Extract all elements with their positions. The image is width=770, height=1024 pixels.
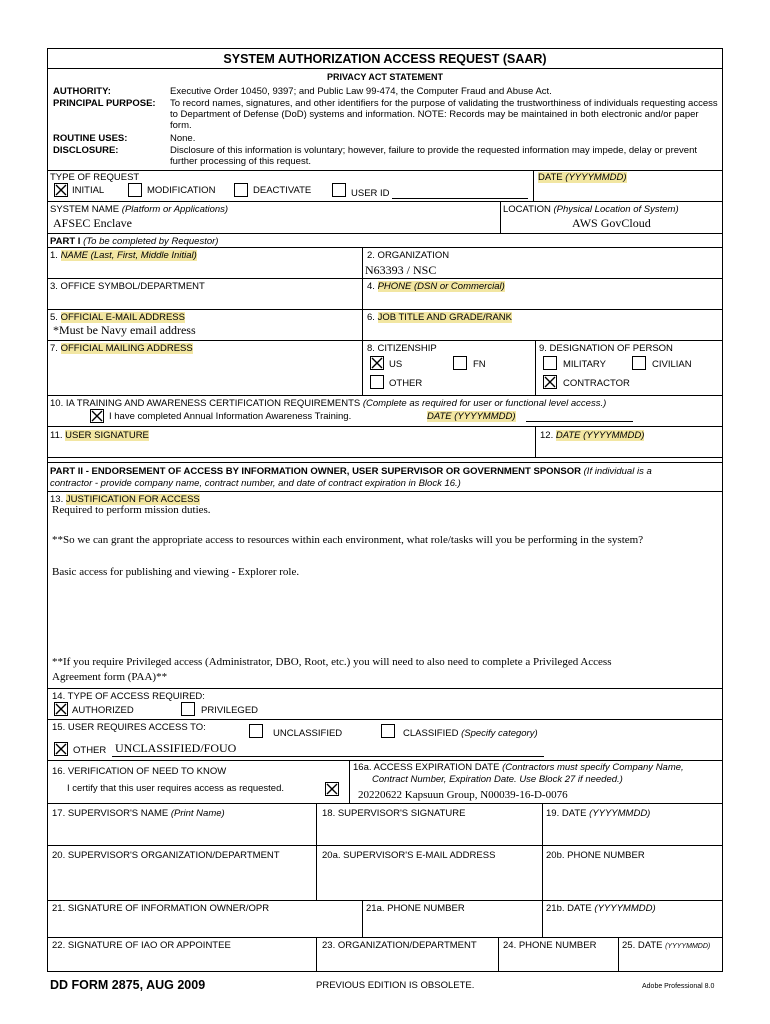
organization-label: 2. ORGANIZATION [367, 250, 450, 261]
frame-bottom [47, 971, 723, 972]
initial-label: INITIAL [72, 185, 105, 196]
ia-training-date-input-line[interactable] [526, 421, 633, 422]
purpose-label: PRINCIPAL PURPOSE: [53, 98, 156, 109]
other-access-label: OTHER [73, 745, 107, 756]
civilian-checkbox[interactable] [632, 356, 646, 370]
adobe-version: Adobe Professional 8.0 [642, 983, 715, 990]
ia-training-checkbox[interactable] [90, 409, 104, 423]
citizenship-fn-checkbox[interactable] [453, 356, 467, 370]
request-date-label: DATE (YYYYMMDD) [538, 172, 627, 183]
supervisor-phone-label: 20b. PHONE NUMBER [546, 850, 645, 861]
other-access-value[interactable]: UNCLASSIFIED/FOUO [115, 741, 237, 755]
ia-training-text: I have completed Annual Information Awareness Training. [109, 411, 352, 422]
expiration-date-label: 16a. ACCESS EXPIRATION DATE (Contractors must specify Company Name, [353, 762, 684, 773]
x-mark-icon [544, 376, 556, 388]
classified-label: CLASSIFIED (Specify category) [403, 728, 538, 739]
user-signature-label: 11. USER SIGNATURE [50, 430, 149, 441]
privileged-label: PRIVILEGED [201, 705, 259, 716]
organization-value[interactable]: N63393 / NSC [365, 263, 437, 277]
ia-training-date-label: DATE (YYYYMMDD) [427, 411, 516, 422]
authority-text: Executive Order 10450, 9397; and Public Law 99-474, the Computer Fraud and Abuse Act. [170, 86, 552, 97]
authorized-label: AUTHORIZED [72, 705, 134, 716]
info-owner-date-label: 21b. DATE (YYYYMMDD) [546, 903, 656, 914]
email-value[interactable]: *Must be Navy email address [53, 323, 196, 337]
part1-header: PART I (To be completed by Requestor) [50, 236, 219, 247]
privileged-checkbox[interactable] [181, 702, 195, 716]
justification-line-4[interactable]: **If you require Privileged access (Administrator, DBO, Root, etc.) you will need to also need to complete a Privileged Access [52, 656, 612, 668]
location-value[interactable]: AWS GovCloud [572, 216, 651, 230]
citizenship-label: 8. CITIZENSHIP [367, 343, 437, 354]
deactivate-label: DEACTIVATE [253, 185, 312, 196]
classified-checkbox[interactable] [381, 724, 395, 738]
form-number: DD FORM 2875, AUG 2009 [50, 978, 206, 992]
info-owner-phone-label: 21a. PHONE NUMBER [366, 903, 465, 914]
supervisor-org-label: 20. SUPERVISOR'S ORGANIZATION/DEPARTMENT [52, 850, 280, 861]
mailing-address-label: 7. OFFICIAL MAILING ADDRESS [50, 343, 193, 354]
authorized-checkbox[interactable] [54, 702, 68, 716]
email-label: 5. OFFICIAL E-MAIL ADDRESS [50, 312, 185, 323]
citizenship-other-checkbox[interactable] [370, 375, 384, 389]
modification-label: MODIFICATION [147, 185, 216, 196]
name-field-label: 1. NAME (Last, First, Middle Initial) [50, 250, 197, 261]
signature-date-label: 12. DATE (YYYYMMDD) [540, 430, 645, 441]
system-name-label: SYSTEM NAME (Platform or Applications) [50, 204, 229, 215]
routine-uses-label: ROUTINE USES: [53, 133, 128, 144]
initial-checkbox[interactable] [54, 183, 68, 197]
privacy-act-header: PRIVACY ACT STATEMENT [326, 72, 443, 82]
need-to-know-text: I certify that this user requires access as requested. [67, 783, 285, 794]
modification-checkbox[interactable] [128, 183, 142, 197]
expiration-date-value[interactable]: 20220622 Kapsuun Group, N00039-16-D-0076 [358, 789, 568, 801]
part2-header-hint: contractor - provide company name, contract number, and date of contract expiration in Block 16.) [50, 478, 461, 489]
iao-organization-label: 23. ORGANIZATION/DEPARTMENT [322, 940, 477, 951]
expiration-date-hint: Contract Number, Expiration Date. Use Block 27 if needed.) [372, 774, 623, 785]
phone-label: 4. PHONE (DSN or Commercial) [367, 281, 505, 292]
citizenship-us-label: US [389, 359, 403, 370]
civilian-label: CIVILIAN [652, 359, 692, 370]
routine-uses-text: None. [170, 133, 196, 144]
type-of-request-label: TYPE OF REQUEST [50, 172, 140, 183]
justification-line-1[interactable]: Required to perform mission duties. [52, 504, 211, 516]
user-id-label: USER ID [351, 188, 390, 199]
contractor-checkbox[interactable] [543, 375, 557, 389]
frame-top [47, 48, 723, 49]
disclosure-text: Disclosure of this information is voluntary; however, failure to provide the requested information may impede, delay or prevent further processing of this request. [170, 145, 697, 167]
justification-label: 13. JUSTIFICATION FOR ACCESS [50, 494, 200, 505]
x-mark-icon [55, 743, 67, 755]
need-to-know-label: 16. VERIFICATION OF NEED TO KNOW [52, 766, 227, 777]
supervisor-date-label: 19. DATE (YYYYMMDD) [546, 808, 651, 819]
office-symbol-label: 3. OFFICE SYMBOL/DEPARTMENT [50, 281, 205, 292]
frame-left [47, 48, 48, 972]
previous-edition-note: PREVIOUS EDITION IS OBSOLETE. [316, 980, 475, 991]
citizenship-other-label: OTHER [389, 378, 423, 389]
designation-label: 9. DESIGNATION OF PERSON [539, 343, 673, 354]
citizenship-us-checkbox[interactable] [370, 356, 384, 370]
supervisor-signature-label: 18. SUPERVISOR'S SIGNATURE [322, 808, 466, 819]
justification-line-3[interactable]: Basic access for publishing and viewing - Explorer role. [52, 566, 300, 578]
other-access-checkbox[interactable] [54, 742, 68, 756]
military-checkbox[interactable] [543, 356, 557, 370]
form-title: SYSTEM AUTHORIZATION ACCESS REQUEST (SAAR) [223, 52, 547, 66]
deactivate-checkbox[interactable] [234, 183, 248, 197]
justification-line-2[interactable]: **So we can grant the appropriate access to resources within each environment, what role/tasks will you be performing in the system? [52, 534, 644, 546]
part2-header: PART II - ENDORSEMENT OF ACCESS BY INFORMATION OWNER, USER SUPERVISOR OR GOVERNMENT SPONSOR (If individual is a [50, 466, 652, 477]
iao-phone-label: 24. PHONE NUMBER [503, 940, 597, 951]
x-mark-icon [326, 783, 338, 795]
access-to-label: 15. USER REQUIRES ACCESS TO: [52, 722, 206, 733]
access-type-label: 14. TYPE OF ACCESS REQUIRED: [52, 691, 205, 702]
x-mark-icon [55, 703, 67, 715]
contractor-label: CONTRACTOR [563, 378, 630, 389]
user-id-checkbox[interactable] [332, 183, 346, 197]
unclassified-label: UNCLASSIFIED [273, 728, 343, 739]
frame-right [722, 48, 723, 972]
disclosure-label: DISCLOSURE: [53, 145, 119, 156]
supervisor-email-label: 20a. SUPERVISOR'S E-MAIL ADDRESS [322, 850, 496, 861]
purpose-text: To record names, signatures, and other identifiers for the purpose of validating the trustworthiness of individuals requesting access to Department of Defense (DoD) systems and information. NOTE: Records may be maintained in both electronic and/or paper form. [170, 98, 718, 131]
x-mark-icon [91, 410, 103, 422]
unclassified-checkbox[interactable] [249, 724, 263, 738]
justification-line-5[interactable]: Agreement form (PAA)** [52, 671, 168, 683]
iao-signature-label: 22. SIGNATURE OF IAO OR APPOINTEE [52, 940, 231, 951]
iao-date-label: 25. DATE (YYYYMMDD) [622, 940, 711, 951]
x-mark-icon [371, 357, 383, 369]
ia-training-label: 10. IA TRAINING AND AWARENESS CERTIFICATION REQUIREMENTS (Complete as required for user or functional level access.) [50, 398, 607, 409]
user-id-input-line[interactable] [392, 198, 528, 199]
info-owner-signature-label: 21. SIGNATURE OF INFORMATION OWNER/OPR [52, 903, 270, 914]
x-mark-icon [55, 184, 67, 196]
location-label: LOCATION (Physical Location of System) [503, 204, 679, 215]
need-to-know-checkbox[interactable] [325, 782, 339, 796]
job-title-label: 6. JOB TITLE AND GRADE/RANK [367, 312, 513, 323]
system-name-value[interactable]: AFSEC Enclave [53, 216, 132, 230]
supervisor-name-label: 17. SUPERVISOR'S NAME (Print Name) [52, 808, 225, 819]
military-label: MILITARY [563, 359, 606, 370]
citizenship-fn-label: FN [473, 359, 486, 370]
authority-label: AUTHORITY: [53, 86, 111, 97]
